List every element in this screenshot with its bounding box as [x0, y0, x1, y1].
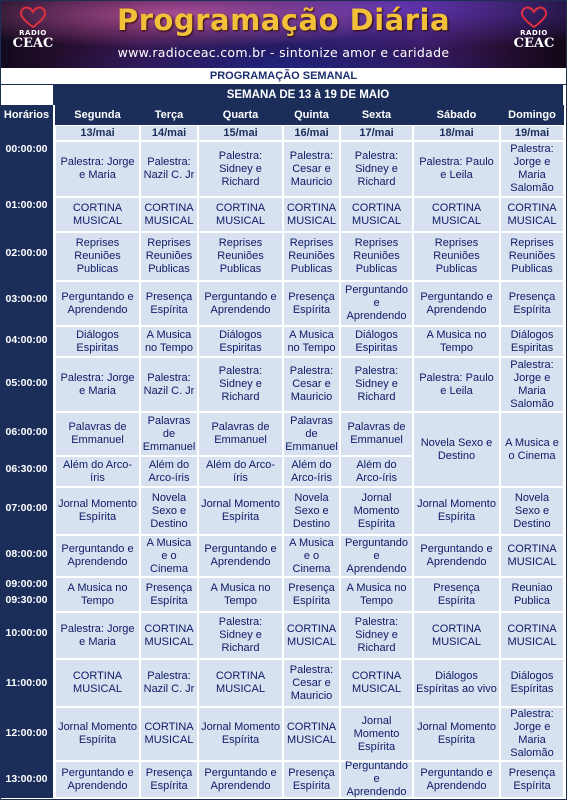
- program-cell: CORTINA MUSICAL: [340, 197, 413, 232]
- program-cell: Perguntando e Aprendendo: [55, 535, 140, 577]
- program-cell: Jornal Momento Espírita: [340, 487, 413, 535]
- program-cell: Presença Espírita: [283, 761, 340, 798]
- program-cell: Palestra: Paulo e Leila: [413, 141, 500, 197]
- program-cell: Perguntando e Aprendendo: [198, 535, 283, 577]
- program-cell: Palestra: Paulo e Leila: [413, 357, 500, 412]
- day-date-header: 14/mai: [140, 125, 198, 141]
- program-cell: Perguntando e Aprendendo: [55, 761, 140, 798]
- program-cell: A Musica no Tempo: [283, 326, 340, 357]
- program-cell: CORTINA MUSICAL: [500, 612, 564, 659]
- program-cell: Palestra: Jorge e Maria: [55, 357, 140, 412]
- program-cell: CORTINA MUSICAL: [140, 707, 198, 761]
- program-cell: Perguntando e Aprendendo: [413, 281, 500, 326]
- time-label: 09:00:00: [5, 578, 48, 590]
- program-cell: Perguntando e Aprendendo: [340, 281, 413, 326]
- time-label: 06:00:00: [5, 426, 48, 438]
- logo-bottom-text: CEAC: [12, 36, 54, 51]
- program-cell: Diálogos Espiritas: [500, 326, 564, 357]
- program-cell: Presença Espírita: [283, 577, 340, 612]
- day-name-header: Sábado: [413, 105, 500, 125]
- program-cell: Reuniao Publica: [500, 577, 564, 612]
- program-cell: Novela Sexo e Destino: [140, 487, 198, 535]
- program-cell: Palestra: Jorge e Maria: [55, 612, 140, 659]
- program-cell: Diálogos Espiritas: [55, 326, 140, 357]
- program-cell: CORTINA MUSICAL: [198, 197, 283, 232]
- program-cell: CORTINA MUSICAL: [283, 197, 340, 232]
- program-cell: Palestra: Sidney e Richard: [198, 612, 283, 659]
- time-label: 05:00:00: [5, 377, 48, 389]
- program-cell: CORTINA MUSICAL: [140, 612, 198, 659]
- program-cell: Novela Sexo e Destino: [413, 412, 500, 487]
- program-cell: Diálogos Espíritas: [500, 659, 564, 707]
- site-url: www.radioceac.com.br - sintonize amor e caridade: [117, 45, 450, 60]
- program-cell: Jornal Momento Espírita: [198, 707, 283, 761]
- program-cell: Palestra: Sidney e Richard: [340, 141, 413, 197]
- day-name-header: Quarta: [198, 105, 283, 125]
- program-cell: Palestra: Cesar e Mauricio: [283, 357, 340, 412]
- program-cell: CORTINA MUSICAL: [283, 707, 340, 761]
- program-cell: Reprises Reuniões Publicas: [413, 232, 500, 281]
- logo-top-text: RADIO: [19, 29, 47, 37]
- program-cell: Palestra: Nazil C. Jr: [140, 141, 198, 197]
- program-cell: CORTINA MUSICAL: [413, 197, 500, 232]
- program-cell: CORTINA MUSICAL: [140, 197, 198, 232]
- program-cell: Palestra: Jorge e Maria Salomão: [500, 141, 564, 197]
- day-name-header: Domingo: [500, 105, 564, 125]
- day-date-header: 15/mai: [198, 125, 283, 141]
- program-cell: Presença Espírita: [140, 281, 198, 326]
- time-label: 12:00:00: [5, 727, 48, 739]
- time-label: 06:30:00: [5, 463, 48, 475]
- program-cell: Reprises Reuniões Publicas: [140, 232, 198, 281]
- time-label: 07:00:00: [5, 502, 48, 514]
- program-cell: CORTINA MUSICAL: [198, 659, 283, 707]
- time-label: 02:00:00: [5, 247, 48, 259]
- program-cell: Reprises Reuniões Publicas: [500, 232, 564, 281]
- day-date-header: 19/mai: [500, 125, 564, 141]
- program-cell: Presença Espírita: [500, 281, 564, 326]
- program-cell: CORTINA MUSICAL: [55, 197, 140, 232]
- program-cell: Jornal Momento Espírita: [55, 487, 140, 535]
- program-cell: Palavras de Emmanuel: [283, 412, 340, 456]
- program-cell: Perguntando e Aprendendo: [413, 761, 500, 798]
- day-name-header: Quinta: [283, 105, 340, 125]
- program-cell: Palestra: Jorge e Maria Salomão: [500, 357, 564, 412]
- program-cell: Palestra: Jorge e Maria: [55, 141, 140, 197]
- day-date-header: 18/mai: [413, 125, 500, 141]
- program-cell: A Musica no Tempo: [140, 326, 198, 357]
- program-cell: A Musica no Tempo: [55, 577, 140, 612]
- program-cell: Palestra: Cesar e Mauricio: [283, 659, 340, 707]
- day-date-header: 13/mai: [55, 125, 140, 141]
- time-label: 03:00:00: [5, 293, 48, 305]
- day-date-header: 17/mai: [340, 125, 413, 141]
- program-cell: Palestra: Nazil C. Jr: [140, 357, 198, 412]
- program-cell: Palestra: Sidney e Richard: [340, 612, 413, 659]
- program-cell: Novela Sexo e Destino: [500, 487, 564, 535]
- program-cell: Perguntando e Aprendendo: [413, 535, 500, 577]
- program-cell: Palestra: Cesar e Mauricio: [283, 141, 340, 197]
- program-cell: Palestra: Nazil C. Jr: [140, 659, 198, 707]
- program-cell: Novela Sexo e Destino: [283, 487, 340, 535]
- time-label: 04:00:00: [5, 334, 48, 346]
- program-cell: Perguntando e Aprendendo: [340, 761, 413, 798]
- logo-top-text: RADIO: [520, 29, 548, 37]
- program-cell: Presença Espírita: [140, 577, 198, 612]
- time-label: 00:00:00: [5, 143, 48, 155]
- time-label: 09:30:00: [5, 594, 48, 606]
- program-cell: A Musica no Tempo: [340, 577, 413, 612]
- program-cell: Perguntando e Aprendendo: [198, 761, 283, 798]
- program-cell: Reprises Reuniões Publicas: [198, 232, 283, 281]
- program-cell: Além do Arco-íris: [283, 456, 340, 487]
- program-cell: Além do Arco-íris: [340, 456, 413, 487]
- logo-bottom-text: CEAC: [513, 36, 555, 51]
- program-cell: Reprises Reuniões Publicas: [340, 232, 413, 281]
- program-cell: CORTINA MUSICAL: [340, 659, 413, 707]
- program-cell: Palavras de Emmanuel: [55, 412, 140, 456]
- week-title: SEMANA DE 13 à 19 DE MAIO: [53, 85, 563, 105]
- program-cell: Diálogos Espiritas: [340, 326, 413, 357]
- program-cell: Presença Espírita: [140, 761, 198, 798]
- program-cell: Além do Arco-íris: [198, 456, 283, 487]
- day-name-header: Sexta: [340, 105, 413, 125]
- time-label: 01:00:00: [5, 199, 48, 211]
- program-cell: CORTINA MUSICAL: [283, 612, 340, 659]
- program-cell: CORTINA MUSICAL: [500, 197, 564, 232]
- time-label: 08:00:00: [5, 548, 48, 560]
- program-cell: A Musica e o Cinema: [500, 412, 564, 487]
- hours-header: Horários: [0, 105, 53, 125]
- day-date-header: 16/mai: [283, 125, 340, 141]
- program-cell: Jornal Momento Espírita: [413, 487, 500, 535]
- program-cell: CORTINA MUSICAL: [500, 535, 564, 577]
- program-cell: Presença Espírita: [413, 577, 500, 612]
- program-cell: Palestra: Sidney e Richard: [198, 357, 283, 412]
- day-name-header: Segunda: [55, 105, 140, 125]
- program-cell: Reprises Reuniões Publicas: [55, 232, 140, 281]
- program-cell: Palavras de Emmanuel: [140, 412, 198, 456]
- program-cell: Perguntando e Aprendendo: [198, 281, 283, 326]
- time-label: 11:00:00: [5, 677, 48, 689]
- program-cell: Palestra: Sidney e Richard: [198, 141, 283, 197]
- program-cell: Jornal Momento Espírita: [340, 707, 413, 761]
- program-cell: Reprises Reuniões Publicas: [283, 232, 340, 281]
- program-cell: Jornal Momento Espírita: [413, 707, 500, 761]
- program-cell: Diálogos Espíritas ao vivo: [413, 659, 500, 707]
- program-cell: A Musica e o Cinema: [140, 535, 198, 577]
- program-cell: Perguntando e Aprendendo: [340, 535, 413, 577]
- time-label: 13:00:00: [5, 773, 48, 785]
- program-cell: Palestra: Sidney e Richard: [340, 357, 413, 412]
- program-cell: Além do Arco-íris: [140, 456, 198, 487]
- program-cell: CORTINA MUSICAL: [413, 612, 500, 659]
- time-label: 10:00:00: [5, 627, 48, 639]
- day-name-header: Terça: [140, 105, 198, 125]
- program-cell: Além do Arco-íris: [55, 456, 140, 487]
- page-title: Programação Diária: [116, 3, 451, 37]
- program-cell: Palavras de Emmanuel: [198, 412, 283, 456]
- section-subtitle: PROGRAMAÇÃO SEMANAL: [1, 68, 566, 85]
- program-cell: Presença Espírita: [283, 281, 340, 326]
- program-cell: Diálogos Espiritas: [198, 326, 283, 357]
- program-cell: Jornal Momento Espírita: [55, 707, 140, 761]
- program-cell: Presença Espírita: [500, 761, 564, 798]
- program-cell: CORTINA MUSICAL: [55, 659, 140, 707]
- program-cell: A Musica e o Cinema: [283, 535, 340, 577]
- program-cell: A Musica no Tempo: [198, 577, 283, 612]
- program-cell: Perguntando e Aprendendo: [55, 281, 140, 326]
- program-cell: A Musica no Tempo: [413, 326, 500, 357]
- program-cell: Jornal Momento Espírita: [198, 487, 283, 535]
- program-cell: Palestra: Jorge e Maria Salomão: [500, 707, 564, 761]
- program-cell: Palavras de Emmanuel: [340, 412, 413, 456]
